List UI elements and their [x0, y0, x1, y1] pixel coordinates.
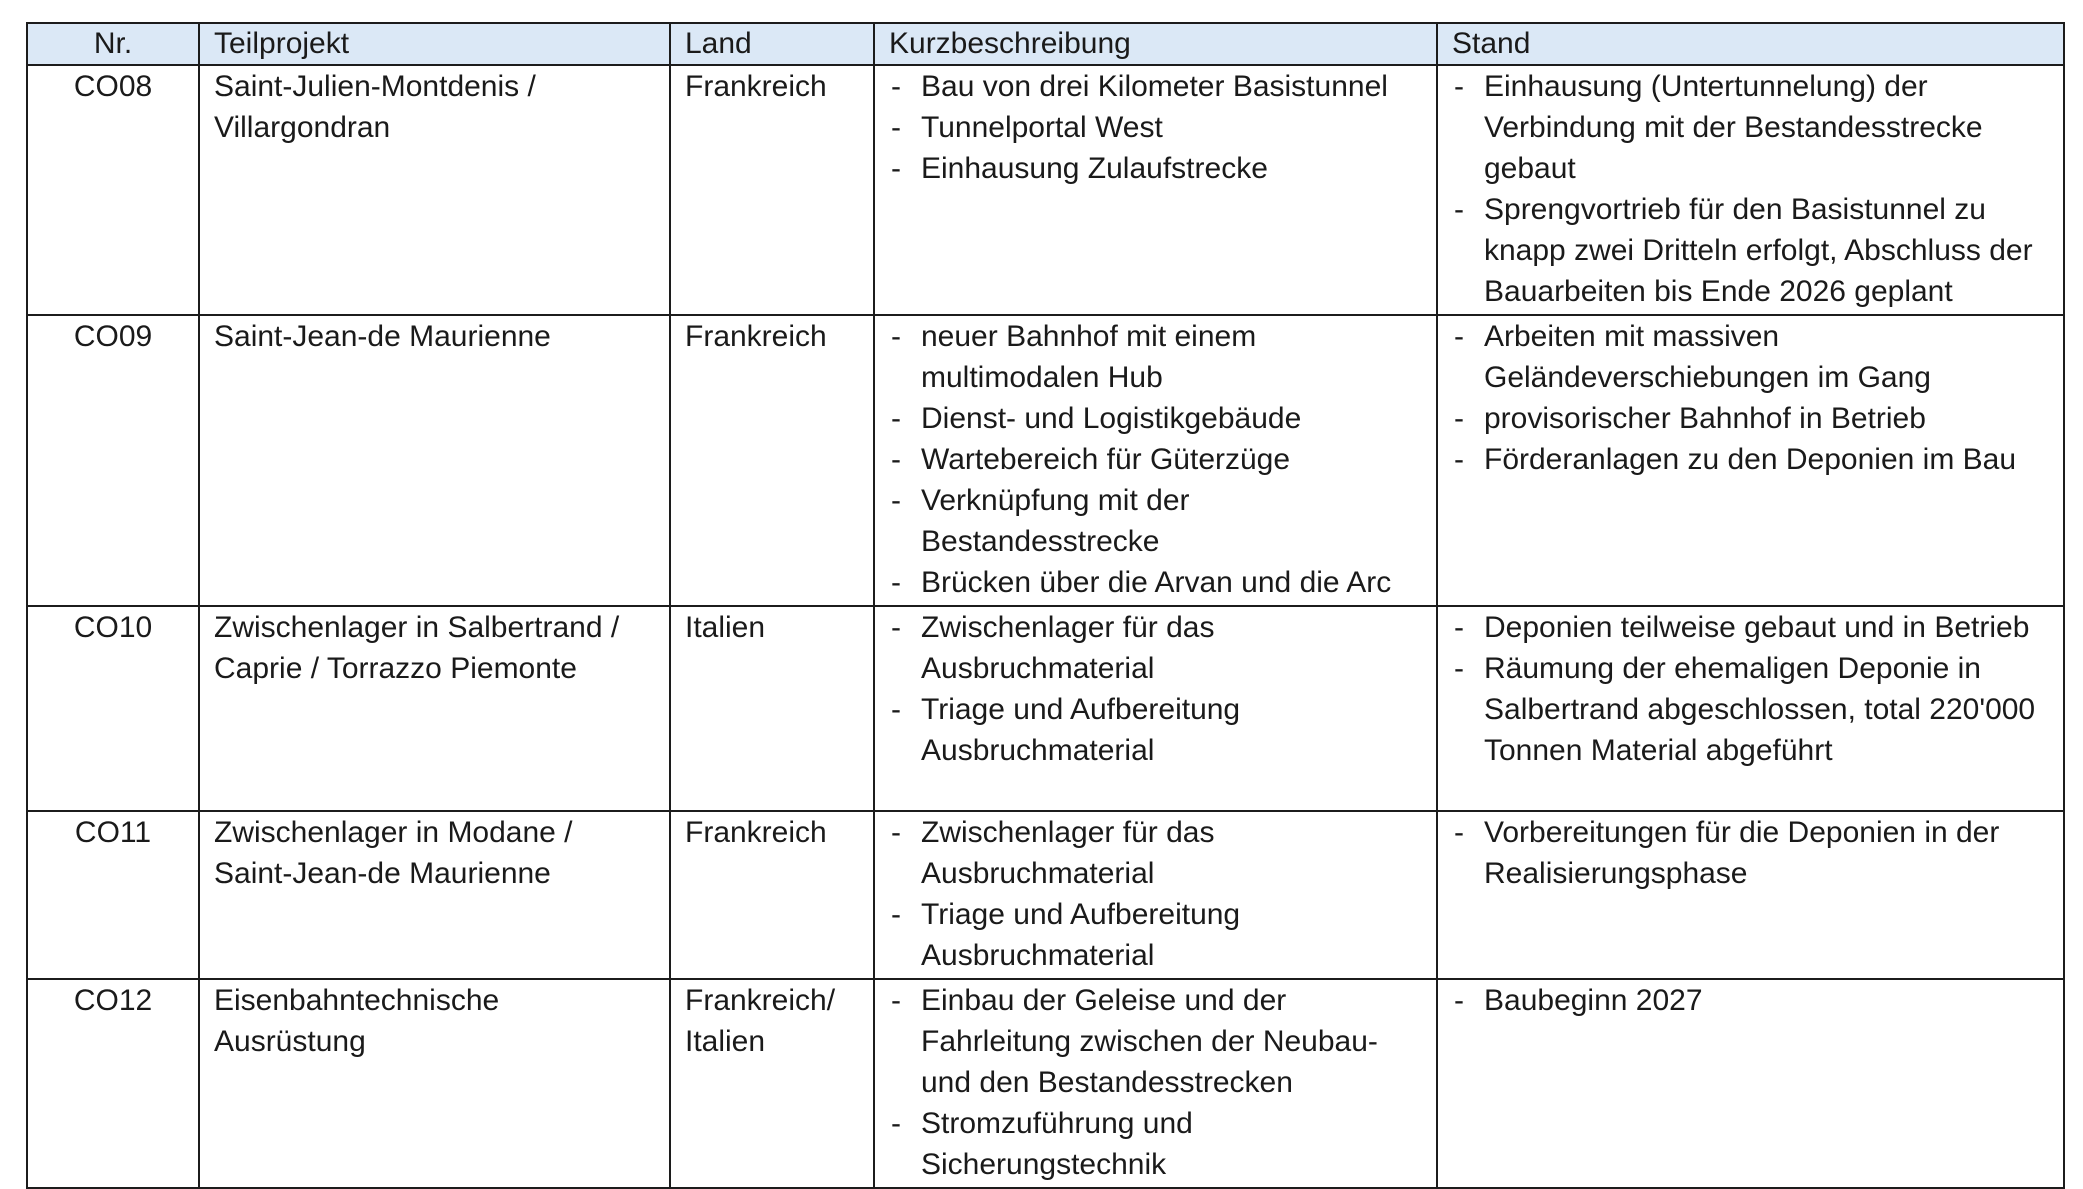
cell-land: Italien [670, 606, 874, 811]
cell-teilprojekt: Saint-Julien-Montdenis / Villargondran [199, 65, 670, 315]
list-item: - Arbeiten mit massiven Geländeverschiebungen im Gang [1452, 316, 2051, 398]
stand-list [1452, 66, 2051, 312]
list-item: - neuer Bahnhof mit einem multimodalen Hub [889, 316, 1424, 398]
list-item: - Tunnelportal West [889, 107, 1424, 148]
kurzbeschreibung-list [889, 316, 1424, 603]
list-item: - Einbau der Geleise und der Fahrleitung zwischen der Neubau- und den Bestandesstrecken [889, 980, 1424, 1103]
cell-land: Frankreich [670, 315, 874, 606]
table-row [27, 979, 2064, 1188]
table-row [27, 65, 2064, 315]
stand-list [1452, 812, 2051, 894]
cell-kurzbeschreibung [874, 606, 1437, 811]
cell-nr: CO10 [27, 606, 199, 811]
table-row [27, 606, 2064, 811]
table-row [27, 811, 2064, 979]
cell-stand [1437, 65, 2064, 315]
list-item: - Wartebereich für Güterzüge [889, 439, 1424, 480]
cell-kurzbeschreibung [874, 811, 1437, 979]
list-item: - Stromzuführung und Sicherungstechnik [889, 1103, 1424, 1185]
cell-teilprojekt: Saint-Jean-de Maurienne [199, 315, 670, 606]
cell-nr: CO11 [27, 811, 199, 979]
kurzbeschreibung-list [889, 66, 1424, 189]
list-item: - Zwischenlager für das Ausbruchmaterial [889, 812, 1424, 894]
list-item: - Verknüpfung mit der Bestandesstrecke [889, 480, 1424, 562]
header-nr: Nr. [27, 23, 199, 65]
cell-nr: CO12 [27, 979, 199, 1188]
list-item: - Einhausung Zulaufstrecke [889, 148, 1424, 189]
list-item: - Triage und Aufbereitung Ausbruchmaterial [889, 689, 1424, 771]
cell-kurzbeschreibung [874, 979, 1437, 1188]
stand-list [1452, 980, 2051, 1021]
list-item: - provisorischer Bahnhof in Betrieb [1452, 398, 2051, 439]
cell-nr: CO08 [27, 65, 199, 315]
cell-kurzbeschreibung [874, 65, 1437, 315]
list-item: - Dienst- und Logistikgebäude [889, 398, 1424, 439]
cell-land: Frankreich [670, 811, 874, 979]
list-item: - Deponien teilweise gebaut und in Betrieb [1452, 607, 2051, 648]
header-kurzbeschreibung: Kurzbeschreibung [874, 23, 1437, 65]
list-item: - Brücken über die Arvan und die Arc [889, 562, 1424, 603]
header-land: Land [670, 23, 874, 65]
stand-list [1452, 316, 2051, 480]
list-item: - Förderanlagen zu den Deponien im Bau [1452, 439, 2051, 480]
cell-stand [1437, 979, 2064, 1188]
header-teilprojekt: Teilprojekt [199, 23, 670, 65]
cell-teilprojekt: Zwischenlager in Modane / Saint-Jean-de Maurienne [199, 811, 670, 979]
list-item: - Sprengvortrieb für den Basistunnel zu knapp zwei Dritteln erfolgt, Abschluss der Bauarbeiten bis Ende 2026 geplant [1452, 189, 2051, 312]
cell-teilprojekt: Zwischenlager in Salbertrand / Caprie / Torrazzo Piemonte [199, 606, 670, 811]
list-item: - Räumung der ehemaligen Deponie in Salbertrand abgeschlossen, total 220'000 Tonnen Material abgeführt [1452, 648, 2051, 771]
header-row [27, 23, 2064, 65]
cell-nr: CO09 [27, 315, 199, 606]
stand-list [1452, 607, 2051, 771]
cell-kurzbeschreibung [874, 315, 1437, 606]
table-row [27, 315, 2064, 606]
list-item: - Triage und Aufbereitung Ausbruchmaterial [889, 894, 1424, 976]
cell-land: Frankreich [670, 65, 874, 315]
list-item: - Zwischenlager für das Ausbruchmaterial [889, 607, 1424, 689]
kurzbeschreibung-list [889, 980, 1424, 1185]
cell-stand [1437, 811, 2064, 979]
cell-stand [1437, 606, 2064, 811]
list-item: - Vorbereitungen für die Deponien in der Realisierungsphase [1452, 812, 2051, 894]
kurzbeschreibung-list [889, 607, 1424, 771]
list-item: - Bau von drei Kilometer Basistunnel [889, 66, 1424, 107]
kurzbeschreibung-list [889, 812, 1424, 976]
cell-land: Frankreich/ Italien [670, 979, 874, 1188]
header-stand: Stand [1437, 23, 2064, 65]
cell-teilprojekt: Eisenbahntechnische Ausrüstung [199, 979, 670, 1188]
project-table [26, 22, 2065, 1189]
list-item: - Einhausung (Untertunnelung) der Verbindung mit der Bestandesstrecke gebaut [1452, 66, 2051, 189]
cell-stand [1437, 315, 2064, 606]
list-item: - Baubeginn 2027 [1452, 980, 2051, 1021]
